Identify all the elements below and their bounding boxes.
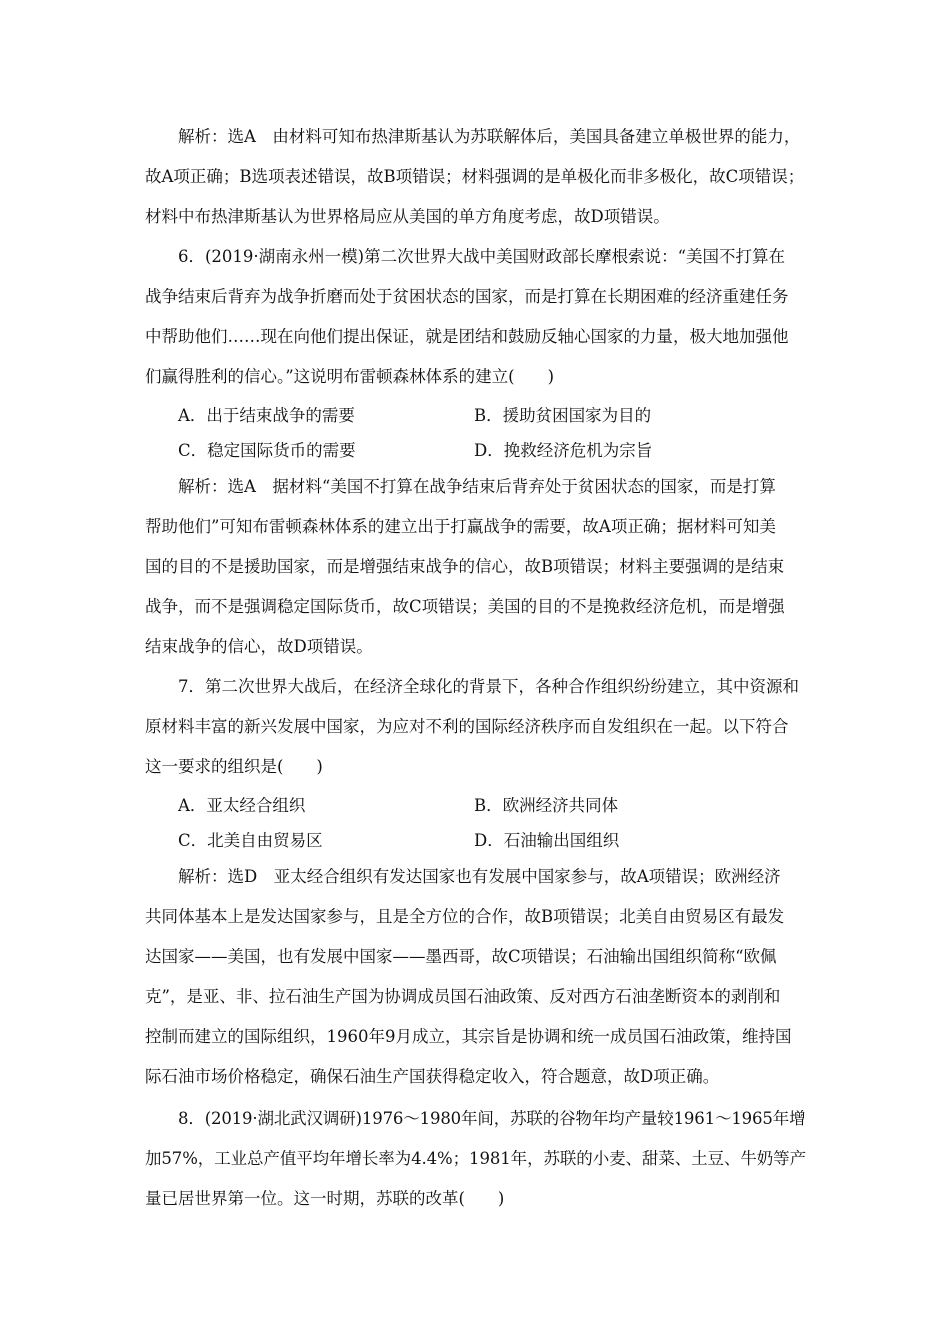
question-6-option-a: A．出于结束战争的需要 xyxy=(178,406,355,425)
question-8-line-2: 加57%，工业总产值平均年增长率为4.4%；1981年，苏联的小麦、甜菜、土豆、牛奶等产 xyxy=(145,1149,806,1168)
question-7-line-3: 这一要求的组织是( ) xyxy=(145,757,323,776)
answer-5-line-1: 解析：选A 由材料可知布热津斯基认为苏联解体后，美国具备建立单极世界的能力， xyxy=(178,127,801,146)
answer-6-line-2: 帮助他们”可知布雷顿森林体系的建立出于打赢战争的需要，故A项正确；据材料可知美 xyxy=(145,517,776,536)
question-6-line-2: 战争结束后背弃为战争折磨而处于贫困状态的国家，而是打算在长期困难的经济重建任务 xyxy=(145,287,789,306)
answer-6-line-3: 国的目的不是援助国家，而是增强结束战争的信心，故B项错误；材料主要强调的是结束 xyxy=(145,557,785,576)
question-6-line-4: 们赢得胜利的信心。”这说明布雷顿森林体系的建立( ) xyxy=(145,367,555,386)
question-8-line-3: 量已居世界第一位。这一时期，苏联的改革( ) xyxy=(145,1189,505,1208)
question-7-option-d: D．石油输出国组织 xyxy=(474,831,620,850)
question-8-line-1: 8．(2019·湖北武汉调研)1976～1980年间，苏联的谷物年均产量较1961～1965年增 xyxy=(178,1109,806,1128)
question-7-line-1: 7．第二次世界大战后，在经济全球化的背景下，各种合作组织纷纷建立，其中资源和 xyxy=(178,677,799,696)
answer-7-line-6: 际石油市场价格稳定，确保石油生产国获得稳定收入，符合题意，故D项正确。 xyxy=(145,1067,720,1086)
answer-7-line-4: 克”，是亚、非、拉石油生产国为协调成员国石油政策、反对西方石油垄断资本的剥削和 xyxy=(145,987,781,1006)
answer-7-line-2: 共同体基本上是发达国家参与，且是全方位的合作，故B项错误；北美自由贸易区有最发 xyxy=(145,907,785,926)
question-6-option-d: D．挽救经济危机为宗旨 xyxy=(474,441,653,460)
answer-6-line-4: 战争，而不是强调稳定国际货币，故C项错误；美国的目的不是挽救经济危机，而是增强 xyxy=(145,597,785,616)
answer-7-line-3: 达国家——美国，也有发展中国家——墨西哥，故C项错误；石油输出国组织简称“欧佩 xyxy=(145,947,777,966)
answer-5-line-2: 故A项正确；B选项表述错误，故B项错误；材料强调的是单极化而非多极化，故C项错误； xyxy=(145,167,805,186)
question-7-option-b: B．欧洲经济共同体 xyxy=(474,796,619,815)
answer-6-line-5: 结束战争的信心，故D项错误。 xyxy=(145,637,373,656)
question-6-option-b: B．援助贫困国家为目的 xyxy=(474,406,652,425)
question-7-line-2: 原材料丰富的新兴发展中国家，为应对不利的国际经济秩序而自发组织在一起。以下符合 xyxy=(145,717,789,736)
question-7-option-a: A．亚太经合组织 xyxy=(178,796,306,815)
answer-6-line-1: 解析：选A 据材料“美国不打算在战争结束后背弃处于贫困状态的国家，而是打算 xyxy=(178,477,776,496)
answer-5-line-3: 材料中布热津斯基认为世界格局应从美国的单方角度考虑，故D项错误。 xyxy=(145,207,670,226)
question-6-option-c: C．稳定国际货币的需要 xyxy=(178,441,356,460)
question-6-line-1: 6．(2019·湖南永州一模)第二次世界大战中美国财政部长摩根索说：“美国不打算在 xyxy=(178,247,786,266)
question-6-line-3: 中帮助他们……现在向他们提出保证，就是团结和鼓励反轴心国家的力量，极大地加强他 xyxy=(145,327,789,346)
question-7-option-c: C．北美自由贸易区 xyxy=(178,831,323,850)
answer-7-line-1: 解析：选D 亚太经合组织有发达国家也有发展中国家参与，故A项错误；欧洲经济 xyxy=(178,867,781,886)
answer-7-line-5: 控制而建立的国际组织，1960年9月成立，其宗旨是协调和统一成员国石油政策，维持国 xyxy=(145,1027,792,1046)
